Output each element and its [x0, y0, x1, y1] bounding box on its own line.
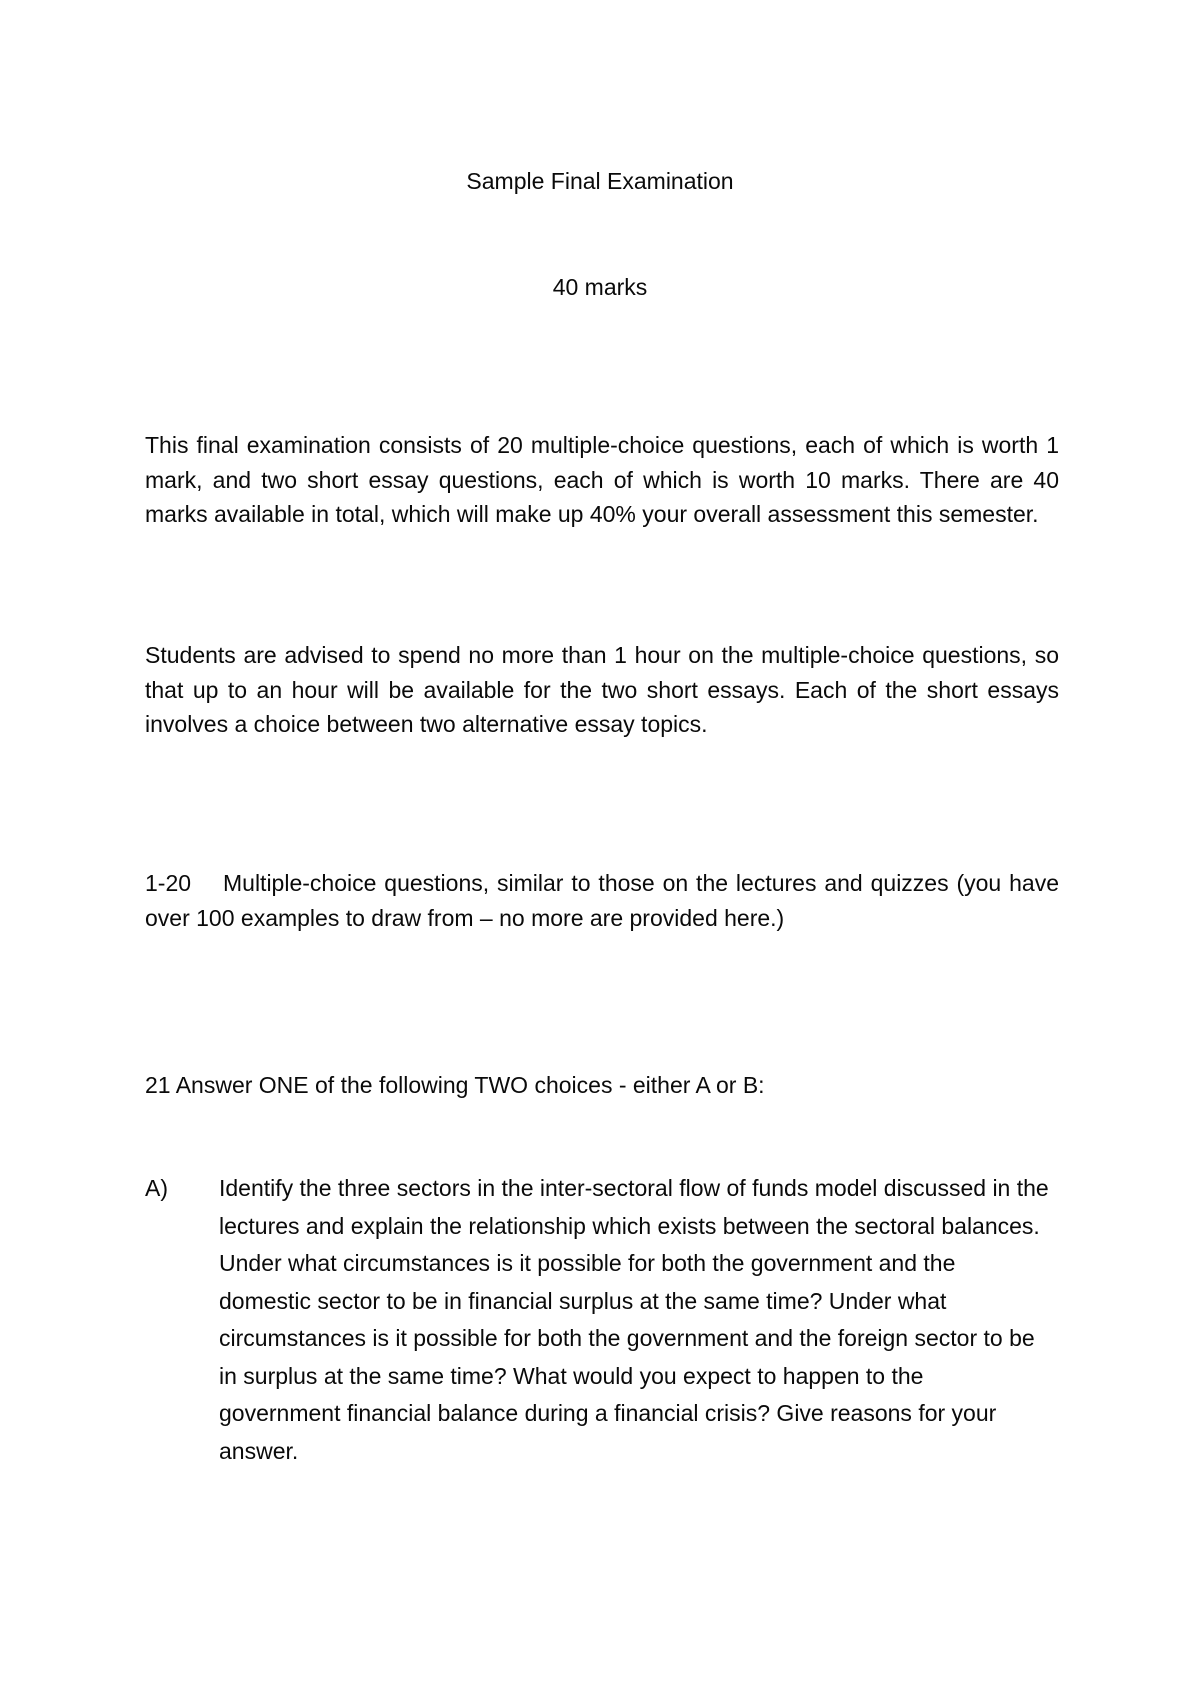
mcq-section — [145, 866, 1059, 935]
mcq-section-number: 1-20 — [145, 870, 192, 896]
advice-paragraph: Students are advised to spend no more than 1 hour on the multiple-choice questions, so that up to an hour will be available for the two short essays. Each of the short essays involves a choice between two alternative essay topics. — [145, 642, 1059, 738]
intro-paragraph: This final examination consists of 20 multiple-choice questions, each of which is worth 1 mark, and two short essay questions, each of which is worth 10 marks. There are 40 marks available in total, which will make up 40% your overall assessment this semester. — [145, 432, 1059, 528]
mcq-section-text: Multiple-choice questions, similar to those on the lectures and quizzes (you have over 100 examples to draw from – no more are provided here.) — [145, 870, 1059, 931]
question-21-heading: 21 Answer ONE of the following TWO choices - either A or B: — [145, 1072, 765, 1098]
option-a-label: A) — [145, 1175, 168, 1201]
option-a-text: Identify the three sectors in the inter-sectoral flow of funds model discussed in the lectures and explain the relationship which exists between the sectoral balances. Under what circumstances is it possible for both the government and the domestic sector to be in financial surplus at the same time? Under what circumstances is it possible for both the government and the foreign sector to be in surplus at the same time? What would you expect to happen to the government financial balance during a financial crisis? Give reasons for your answer. — [219, 1175, 1049, 1464]
total-marks: 40 marks — [552, 274, 648, 300]
page-title: Sample Final Examination — [466, 168, 734, 194]
